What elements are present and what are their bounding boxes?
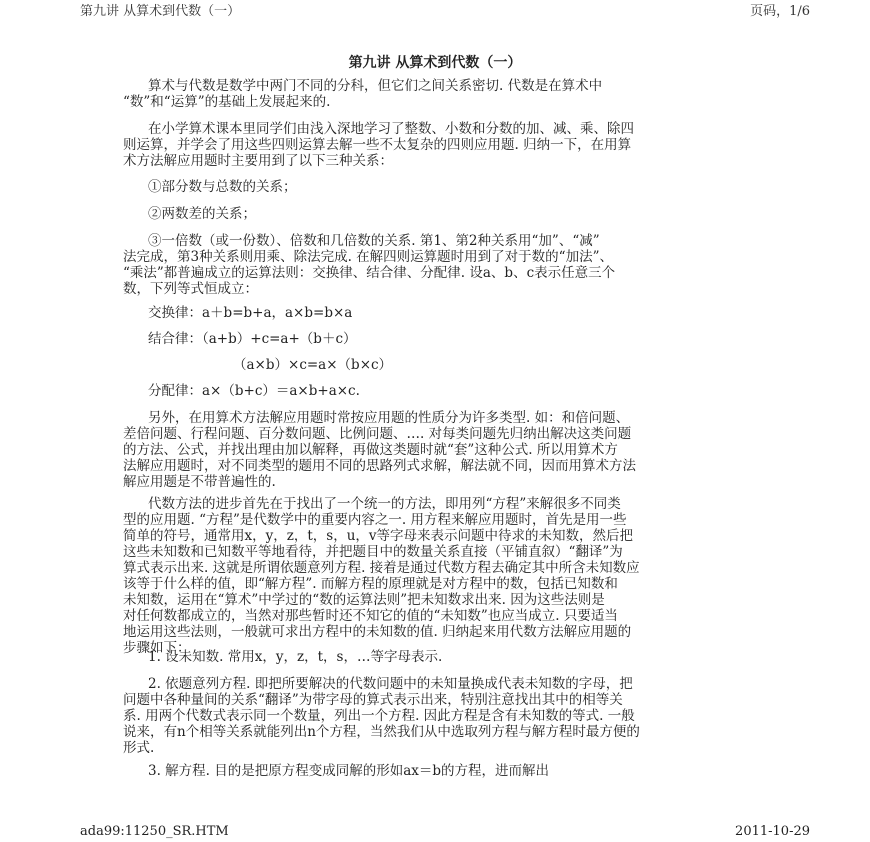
text-line: 法完成，第3种关系则用乘、除法完成. 在解四则运算题时用到了对于数的“加法”、: [123, 249, 613, 265]
text-line: 简单的符号，通常用x，y，z，t，s，u，v等字母来表示问题中待求的未知数，然后把: [123, 528, 634, 544]
paragraph: [123, 676, 773, 756]
text-line: 的方法、公式，并找出理由加以解释，再做这类题时就“套”这种公式. 所以用算术方: [123, 442, 618, 458]
text-line: 3. 解方程. 目的是把原方程变成同解的形如ax＝b的方程，进而解出: [148, 763, 550, 779]
text-line: ③一倍数（或一份数）、倍数和几倍数的关系. 第1、第2种关系用“加”、“减”: [148, 233, 600, 249]
text-line: 系. 用两个代数式表示同一个数量，列出一个方程. 因此方程是含有未知数的等式. 一般: [123, 708, 635, 724]
text-line: 另外，在用算术方法解应用题时常按应用题的性质分为许多类型. 如：和倍问题、: [148, 410, 630, 426]
text-line: 代数方法的进步首先在于找出了一个统一的方法，即用列“方程”来解很多不同类: [148, 496, 621, 512]
paragraph: [123, 496, 773, 656]
header-doc-title: 第九讲 从算术到代数（一）: [80, 4, 241, 19]
paragraph: [123, 78, 773, 110]
text-line: 1. 设未知数. 常用x，y，z，t，s，…等字母表示.: [148, 649, 443, 665]
text-line: 未知数，运用在“算术”中学过的“数的运算法则”把未知数求出来. 因为这些法则是: [123, 592, 605, 608]
text-line: 在小学算术课本里同学们由浅入深地学习了整数、小数和分数的加、减、乘、除四: [148, 121, 634, 137]
page-title: 第九讲 从算术到代数（一）: [348, 55, 522, 71]
text-line: 对任何数都成立的，当然对那些暂时还不知它的值的“未知数”也应当成立. 只要适当: [123, 608, 618, 624]
text-line: 问题中各种量间的关系“翻译”为带字母的算式表示出来，特别注意找出其中的相等关: [123, 692, 623, 708]
text-line: 这些未知数和已知数平等地看待，并把题目中的数量关系直接（平铺直叙）“翻译”为: [123, 544, 623, 560]
paragraph: [123, 649, 773, 665]
footer-date: 2011-10-29: [735, 824, 810, 839]
text-line: 分配律：a×（b+c）＝a×b+a×c.: [148, 383, 360, 399]
text-line: 型的应用题. “方程”是代数学中的重要内容之一. 用方程来解应用题时，首先是用一些: [123, 512, 627, 528]
text-line: ①部分数与总数的关系；: [148, 179, 297, 195]
text-line: 算式表示出来. 这就是所谓依题意列方程. 接着是通过代数方程去确定其中所含未知数应: [123, 560, 640, 576]
paragraph: [123, 206, 773, 222]
header-page-number: 页码，1/6: [750, 4, 810, 19]
text-line: 数，下列等式恒成立：: [123, 281, 258, 297]
text-line: 该等于什么样的值，即“解方程”. 而解方程的原理就是对方程中的数，包括已知数和: [123, 576, 618, 592]
paragraph: [123, 763, 773, 779]
text-line: 形式.: [123, 740, 155, 756]
text-line: “乘法”都普遍成立的运算法则：交换律、结合律、分配律. 设a、b、c表示任意三个: [123, 265, 616, 281]
text-line: 则运算，并学会了用这些四则运算去解一些不太复杂的四则应用题. 归纳一下，在用算: [123, 137, 632, 153]
paragraph: [123, 383, 773, 399]
text-line: ②两数差的关系；: [148, 206, 256, 222]
text-line: 算术与代数是数学中两门不同的分科，但它们之间关系密切. 代数是在算术中: [148, 78, 603, 94]
text-line: 差倍问题、行程问题、百分数问题、比例问题、…. 对每类问题先归纳出解决这类问题: [123, 426, 632, 442]
paragraph: [123, 331, 773, 347]
text-line: （a×b）×c=a×（b×c）: [233, 357, 393, 373]
text-line: 地运用这些法则，一般就可求出方程中的未知数的值. 归纳起来用代数方法解应用题的: [123, 624, 632, 640]
paragraph: [123, 357, 773, 373]
paragraph: [123, 233, 773, 297]
paragraph: [123, 121, 773, 169]
text-line: 法解应用题时，对不同类型的题用不同的思路列式求解，解法就不同，因而用算术方法: [123, 458, 636, 474]
paragraph: [123, 410, 773, 490]
text-line: 术方法解应用题时主要用到了以下三种关系：: [123, 153, 393, 169]
paragraph: [123, 305, 773, 321]
text-line: “数”和“运算”的基础上发展起来的.: [123, 94, 331, 110]
text-line: 解应用题是不带普遍性的.: [123, 474, 276, 490]
text-line: 2. 依题意列方程. 即把所要解决的代数问题中的未知量换成代表未知数的字母，把: [148, 676, 633, 692]
text-line: 步骤如下：: [123, 640, 191, 656]
footer-filename: ada99:11250_SR.HTM: [80, 824, 229, 839]
text-line: 结合律：（a+b）+c=a+（b＋c）: [148, 331, 357, 347]
paragraph: [123, 179, 773, 195]
text-line: 交换律：a＋b=b+a，a×b=b×a: [148, 305, 353, 321]
text-line: 说来，有n个相等关系就能列出n个方程，当然我们从中选取列方程与解方程时最方便的: [123, 724, 640, 740]
